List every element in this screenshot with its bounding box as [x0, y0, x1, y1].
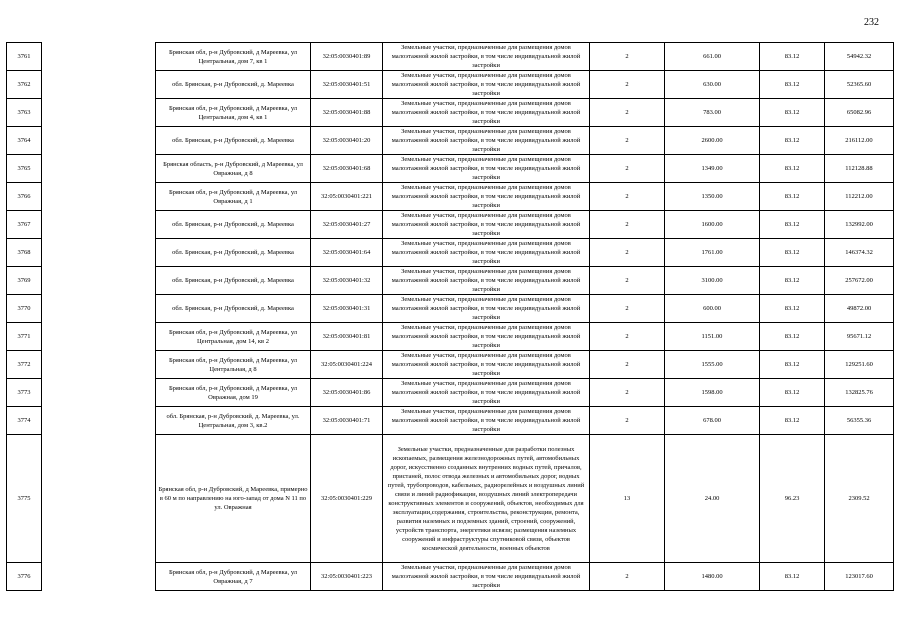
land-purpose-cell: Земельные участки, предназначенные для размещения домов малоэтажной жилой застройки, в том числе индивидуальной жилой застройки — [383, 183, 590, 211]
specific-value-cell: 83.12 — [760, 71, 825, 99]
specific-value-cell: 83.12 — [760, 379, 825, 407]
address-cell: обл. Брянская, р-н Дубровский, д. Мареевка — [156, 267, 311, 295]
land-purpose-cell: Земельные участки, предназначенные для размещения домов малоэтажной жилой застройки, в том числе индивидуальной жилой застройки — [383, 155, 590, 183]
row-id: 3762 — [7, 71, 42, 99]
specific-value-cell: 83.12 — [760, 155, 825, 183]
cadastral-number-cell: 32:05:0030401:88 — [311, 99, 383, 127]
area-cell: 1349.00 — [665, 155, 760, 183]
area-cell: 1151.00 — [665, 323, 760, 351]
area-cell: 24.00 — [665, 435, 760, 563]
row-id: 3761 — [7, 43, 42, 71]
row-id: 3772 — [7, 351, 42, 379]
cadastral-value-cell: 216112.00 — [825, 127, 894, 155]
cadastral-value-cell: 123017.60 — [825, 563, 894, 591]
cadastral-number-cell: 32:05:0030401:51 — [311, 71, 383, 99]
area-cell: 1350.00 — [665, 183, 760, 211]
area-cell: 630.00 — [665, 71, 760, 99]
cadastral-value-cell: 54942.32 — [825, 43, 894, 71]
land-purpose-cell: Земельные участки, предназначенные для размещения домов малоэтажной жилой застройки, в том числе индивидуальной жилой застройки — [383, 211, 590, 239]
area-cell: 2600.00 — [665, 127, 760, 155]
row-id: 3775 — [7, 435, 42, 563]
group-cell: 13 — [590, 435, 665, 563]
row-id: 3774 — [7, 407, 42, 435]
area-cell: 678.00 — [665, 407, 760, 435]
land-purpose-cell: Земельные участки, предназначенные для разработки полезных ископаемых, размещения железнодорожных путей, автомобильных дорог, искусственно созданных внутренних водных путей, причалов, пристаней, полос отвода железных и автомобильных дорог, водных путей, трубопроводов, кабельных, радиорелейных и воздушных линий связи и линий радиофикации, воздушных линий электропередачи конструктивных элементов и сооружений, объектов, необходимых для эксплуатации,содержания, строительства, реконструкции, ремонта, развития наземных и подземных зданий, строений, сооружений, устройств транспорта, энергетики исвязи; размещения наземных сооружений и инфраструктуры спутниковой связи, объектов космической деятельности, военных объектов — [383, 435, 590, 563]
cadastral-number-cell: 32:05:0030401:68 — [311, 155, 383, 183]
address-cell: обл. Брянская, р-н Дубровский, д. Мареевка, ул. Центральная, дом 3, кв.2 — [156, 407, 311, 435]
table-row — [7, 99, 894, 127]
area-cell: 1600.00 — [665, 211, 760, 239]
specific-value-cell: 83.12 — [760, 267, 825, 295]
specific-value-cell: 96.23 — [760, 435, 825, 563]
address-cell: Брянская обл, р-н Дубровский, д Мареевка, ул Овражная, д 1 — [156, 183, 311, 211]
cadastral-value-cell: 257672.00 — [825, 267, 894, 295]
area-cell: 3100.00 — [665, 267, 760, 295]
gap-cell — [42, 99, 156, 127]
address-cell: Брянская обл, р-н Дубровский, д Мареевка, ул Центральная, д 8 — [156, 351, 311, 379]
area-cell: 1598.00 — [665, 379, 760, 407]
group-cell: 2 — [590, 239, 665, 267]
group-cell: 2 — [590, 323, 665, 351]
gap-cell — [42, 563, 156, 591]
table-row — [7, 211, 894, 239]
area-cell: 1480.00 — [665, 563, 760, 591]
cadastral-value-cell: 132825.76 — [825, 379, 894, 407]
area-cell: 783.00 — [665, 99, 760, 127]
area-cell: 600.00 — [665, 295, 760, 323]
row-id: 3771 — [7, 323, 42, 351]
address-cell: обл. Брянская, р-н Дубровский, д. Мареевка — [156, 127, 311, 155]
cadastral-value-cell: 112212.00 — [825, 183, 894, 211]
row-id: 3770 — [7, 295, 42, 323]
table-row — [7, 43, 894, 71]
address-cell: Брянская обл, р-н Дубровский, д Мареевка, ул Центральная, дом 4, кв 1 — [156, 99, 311, 127]
specific-value-cell: 83.12 — [760, 239, 825, 267]
land-purpose-cell: Земельные участки, предназначенные для размещения домов малоэтажной жилой застройки, в том числе индивидуальной жилой застройки — [383, 239, 590, 267]
group-cell: 2 — [590, 295, 665, 323]
gap-cell — [42, 71, 156, 99]
land-purpose-cell: Земельные участки, предназначенные для размещения домов малоэтажной жилой застройки, в том числе индивидуальной жилой застройки — [383, 323, 590, 351]
land-purpose-cell: Земельные участки, предназначенные для размещения домов малоэтажной жилой застройки, в том числе индивидуальной жилой застройки — [383, 43, 590, 71]
cadastral-value-cell: 65082.96 — [825, 99, 894, 127]
row-id: 3764 — [7, 127, 42, 155]
cadastral-value-cell: 146374.32 — [825, 239, 894, 267]
gap-cell — [42, 183, 156, 211]
cadastral-number-cell: 32:05:0030401:224 — [311, 351, 383, 379]
table-row — [7, 127, 894, 155]
cadastral-number-cell: 32:05:0030401:81 — [311, 323, 383, 351]
cadastral-value-cell: 95671.12 — [825, 323, 894, 351]
cadastral-number-cell: 32:05:0030401:229 — [311, 435, 383, 563]
page-number: 232 — [864, 17, 879, 28]
cadastral-value-cell: 2309.52 — [825, 435, 894, 563]
row-id: 3767 — [7, 211, 42, 239]
specific-value-cell: 83.12 — [760, 563, 825, 591]
gap-cell — [42, 351, 156, 379]
address-cell: обл. Брянская, р-н Дубровский, д. Мареевка — [156, 211, 311, 239]
row-id: 3768 — [7, 239, 42, 267]
specific-value-cell: 83.12 — [760, 295, 825, 323]
specific-value-cell: 83.12 — [760, 323, 825, 351]
gap-cell — [42, 267, 156, 295]
cadastral-value-cell: 56355.36 — [825, 407, 894, 435]
gap-cell — [42, 43, 156, 71]
land-purpose-cell: Земельные участки, предназначенные для размещения домов малоэтажной жилой застройки, в том числе индивидуальной жилой застройки — [383, 267, 590, 295]
gap-cell — [42, 295, 156, 323]
area-cell: 661.00 — [665, 43, 760, 71]
group-cell: 2 — [590, 267, 665, 295]
gap-cell — [42, 211, 156, 239]
group-cell: 2 — [590, 351, 665, 379]
table-row — [7, 323, 894, 351]
row-id: 3766 — [7, 183, 42, 211]
gap-cell — [42, 379, 156, 407]
row-id: 3776 — [7, 563, 42, 591]
cadastral-value-cell: 49872.00 — [825, 295, 894, 323]
specific-value-cell: 83.12 — [760, 351, 825, 379]
address-cell: Брянская обл, р-н Дубровский, д Мареевка, ул Центральная, дом 7, кв 1 — [156, 43, 311, 71]
table-row — [7, 239, 894, 267]
address-cell: обл. Брянская, р-н Дубровский, д. Мареевка — [156, 239, 311, 267]
group-cell: 2 — [590, 127, 665, 155]
row-id: 3765 — [7, 155, 42, 183]
cadastral-number-cell: 32:05:0030401:221 — [311, 183, 383, 211]
group-cell: 2 — [590, 155, 665, 183]
cadastral-number-cell: 32:05:0030401:32 — [311, 267, 383, 295]
cadastral-value-cell: 112128.88 — [825, 155, 894, 183]
land-purpose-cell: Земельные участки, предназначенные для размещения домов малоэтажной жилой застройки, в том числе индивидуальной жилой застройки — [383, 99, 590, 127]
gap-cell — [42, 323, 156, 351]
cadastral-number-cell: 32:05:0030401:27 — [311, 211, 383, 239]
land-purpose-cell: Земельные участки, предназначенные для размещения домов малоэтажной жилой застройки, в том числе индивидуальной жилой застройки — [383, 127, 590, 155]
land-purpose-cell: Земельные участки, предназначенные для размещения домов малоэтажной жилой застройки, в том числе индивидуальной жилой застройки — [383, 407, 590, 435]
cadastral-number-cell: 32:05:0030401:20 — [311, 127, 383, 155]
table-row — [7, 71, 894, 99]
table-row — [7, 435, 894, 563]
area-cell: 1555.00 — [665, 351, 760, 379]
land-purpose-cell: Земельные участки, предназначенные для размещения домов малоэтажной жилой застройки, в том числе индивидуальной жилой застройки — [383, 379, 590, 407]
row-id: 3769 — [7, 267, 42, 295]
group-cell: 2 — [590, 407, 665, 435]
address-cell: Брянская обл, р-н Дубровский, д Мареевка, ул Овражная, д 7 — [156, 563, 311, 591]
specific-value-cell: 83.12 — [760, 211, 825, 239]
cadastral-number-cell: 32:05:0030401:71 — [311, 407, 383, 435]
cadastral-number-cell: 32:05:0030401:223 — [311, 563, 383, 591]
cadastral-value-cell: 129251.60 — [825, 351, 894, 379]
specific-value-cell: 83.12 — [760, 99, 825, 127]
cadastral-value-table — [6, 42, 894, 591]
cadastral-value-cell: 52365.60 — [825, 71, 894, 99]
table-row — [7, 295, 894, 323]
specific-value-cell: 83.12 — [760, 127, 825, 155]
land-purpose-cell: Земельные участки, предназначенные для размещения домов малоэтажной жилой застройки, в том числе индивидуальной жилой застройки — [383, 563, 590, 591]
specific-value-cell: 83.12 — [760, 183, 825, 211]
gap-cell — [42, 407, 156, 435]
cadastral-number-cell: 32:05:0030401:64 — [311, 239, 383, 267]
group-cell: 2 — [590, 71, 665, 99]
cadastral-number-cell: 32:05:0030401:89 — [311, 43, 383, 71]
table-row — [7, 379, 894, 407]
table-row — [7, 267, 894, 295]
specific-value-cell: 83.12 — [760, 407, 825, 435]
table-row — [7, 155, 894, 183]
gap-cell — [42, 239, 156, 267]
land-purpose-cell: Земельные участки, предназначенные для размещения домов малоэтажной жилой застройки, в том числе индивидуальной жилой застройки — [383, 71, 590, 99]
gap-cell — [42, 127, 156, 155]
address-cell: обл. Брянская, р-н Дубровский, д. Мареевка — [156, 295, 311, 323]
cadastral-value-cell: 132992.00 — [825, 211, 894, 239]
cadastral-number-cell: 32:05:0030401:86 — [311, 379, 383, 407]
table-row — [7, 563, 894, 591]
address-cell: Брянская область, р-н Дубровский, д Мареевка, ул Овражная, д 8 — [156, 155, 311, 183]
table-row — [7, 183, 894, 211]
land-purpose-cell: Земельные участки, предназначенные для размещения домов малоэтажной жилой застройки, в том числе индивидуальной жилой застройки — [383, 295, 590, 323]
gap-cell — [42, 435, 156, 563]
address-cell: обл. Брянская, р-н Дубровский, д. Мареевка — [156, 71, 311, 99]
table-row — [7, 407, 894, 435]
gap-cell — [42, 155, 156, 183]
group-cell: 2 — [590, 211, 665, 239]
address-cell: Брянская обл, р-н Дубровский, д Мареевка, примерно в 60 м по направлению на юго-запад от дома N 11 по ул. Овражная — [156, 435, 311, 563]
row-id: 3773 — [7, 379, 42, 407]
group-cell: 2 — [590, 183, 665, 211]
group-cell: 2 — [590, 99, 665, 127]
area-cell: 1761.00 — [665, 239, 760, 267]
group-cell: 2 — [590, 379, 665, 407]
group-cell: 2 — [590, 563, 665, 591]
address-cell: Брянская обл, р-н Дубровский, д Мареевка, ул Овражная, дом 19 — [156, 379, 311, 407]
row-id: 3763 — [7, 99, 42, 127]
land-purpose-cell: Земельные участки, предназначенные для размещения домов малоэтажной жилой застройки, в том числе индивидуальной жилой застройки — [383, 351, 590, 379]
group-cell: 2 — [590, 43, 665, 71]
cadastral-number-cell: 32:05:0030401:31 — [311, 295, 383, 323]
address-cell: Брянская обл, р-н Дубровский, д Мареевка, ул Центральная, дом 14, кв 2 — [156, 323, 311, 351]
specific-value-cell: 83.12 — [760, 43, 825, 71]
table-row — [7, 351, 894, 379]
